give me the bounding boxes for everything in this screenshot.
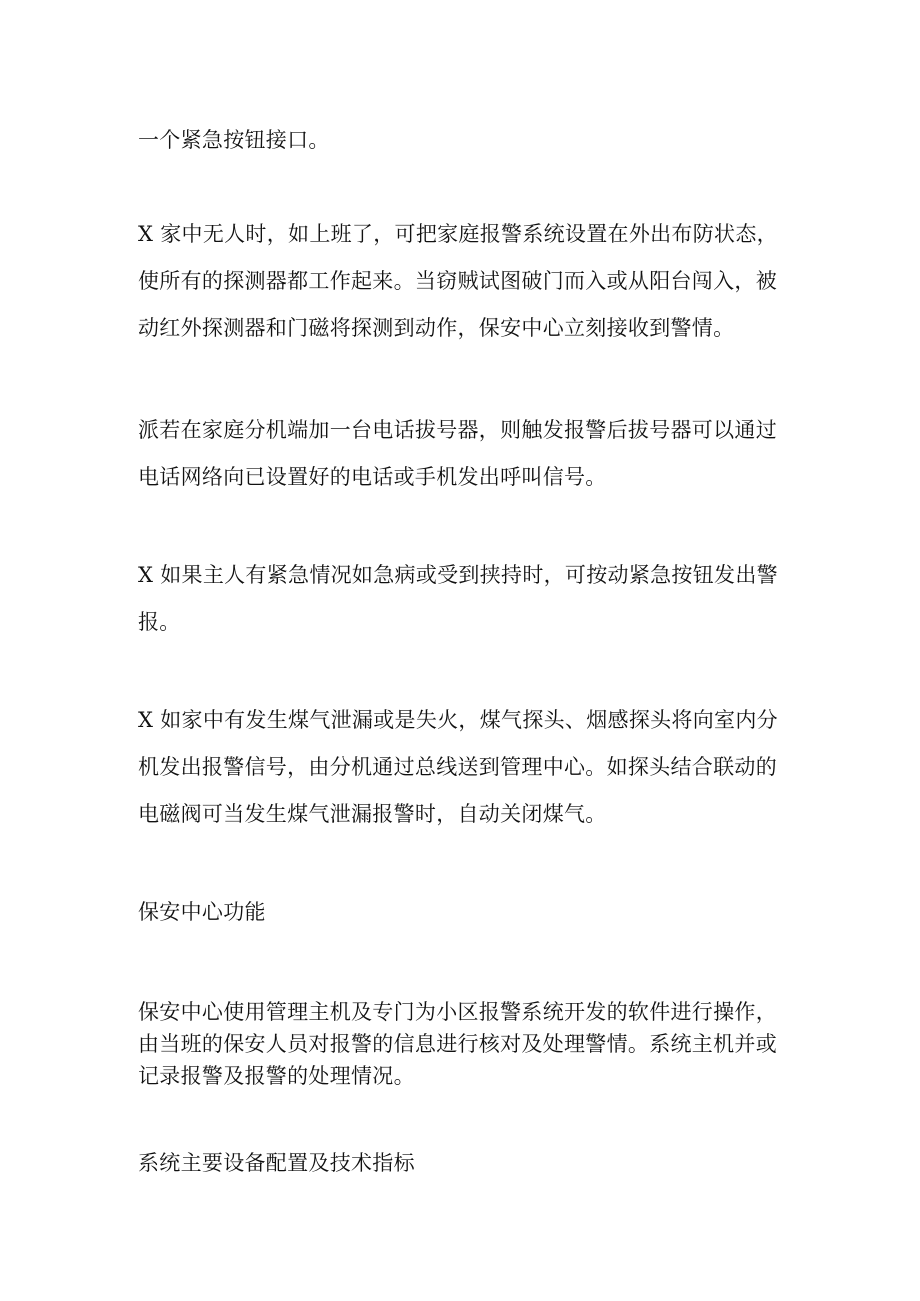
- text-line: X 如果主人有紧急情况如急病或受到挟持时，可按动紧急按钮发出警: [138, 563, 778, 587]
- text-line: 动红外探测器和门磁将探测到动作，保安中心立刻接收到警情。: [138, 316, 735, 340]
- paragraph-security-center-operation: [138, 996, 808, 1092]
- text-line: 电磁阀可当发生煤气泄漏报警时，自动关闭煤气。: [138, 802, 607, 826]
- paragraph-emergency-button-interface: [138, 125, 808, 155]
- text-line: 保安中心使用管理主机及专门为小区报警系统开发的软件进行操作，: [138, 1000, 777, 1024]
- text-line: 由当班的保安人员对报警的信息进行核对及处理警情。系统主机并或: [138, 1032, 777, 1056]
- paragraph-away-arming: [138, 211, 808, 352]
- text-line: X 如家中有发生煤气泄漏或是失火，煤气探头、烟感探头将向室内分: [138, 708, 778, 732]
- section-heading-equipment-config: [138, 1148, 808, 1178]
- text-line: 系统主要设备配置及技术指标: [138, 1151, 415, 1175]
- text-line: 一个紧急按钮接口。: [138, 128, 330, 152]
- paragraph-phone-dialer: [138, 407, 808, 501]
- text-line: 记录报警及报警的处理情况。: [138, 1064, 415, 1088]
- text-line: 派若在家庭分机端加一台电话拔号器，则触发报警后拔号器可以通过: [138, 418, 777, 442]
- paragraph-emergency-alarm: [138, 552, 808, 646]
- text-line: X 家中无人时，如上班了，可把家庭报警系统设置在外出布防状态，: [138, 222, 778, 246]
- section-heading-security-center: [138, 897, 808, 927]
- text-line: 报。: [138, 610, 181, 634]
- paragraph-gas-leak-fire: [138, 697, 808, 838]
- text-line: 电话网络向已设置好的电话或手机发出呼叫信号。: [138, 465, 607, 489]
- text-line: 机发出报警信号，由分机通过总线送到管理中心。如探头结合联动的: [138, 755, 777, 779]
- text-line: 保安中心功能: [138, 900, 266, 924]
- text-line: 使所有的探测器都工作起来。当窃贼试图破门而入或从阳台闯入，被: [138, 269, 777, 293]
